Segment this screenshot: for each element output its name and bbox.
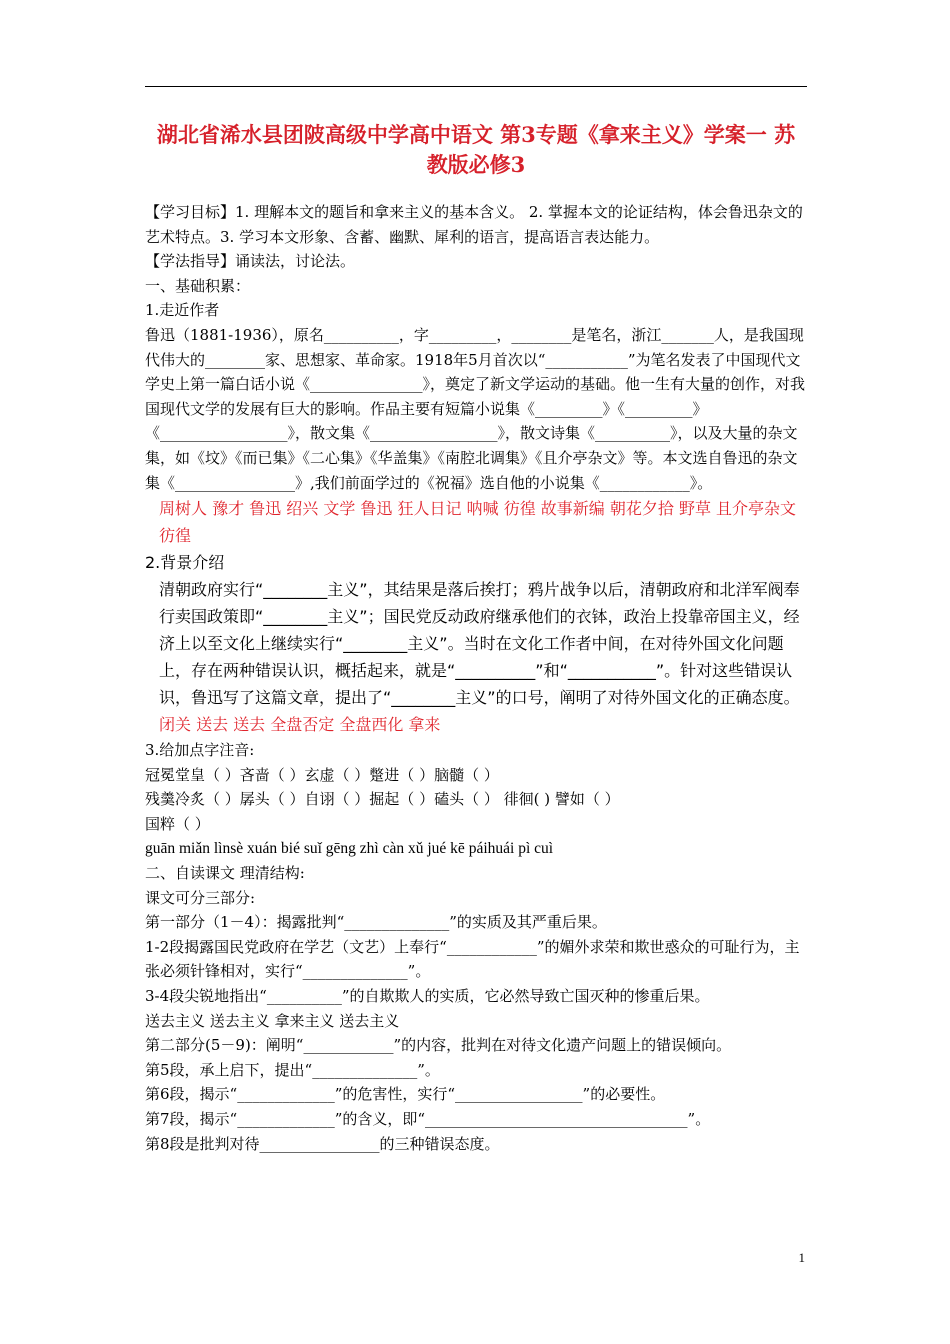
structure-intro: 课文可分三部分:: [145, 888, 256, 907]
part-2-paragraph-5: 第5段，承上启下，提出“______________”。: [145, 1060, 440, 1079]
learning-method: 【学法指导】诵读法，讨论法。: [145, 252, 356, 271]
section-1-2-heading: 2.背景介绍: [145, 553, 225, 573]
learning-goals: 【学习目标】1. 理解本文的题旨和拿来主义的基本含义。 2. 掌握本文的论证结构，体会鲁迅杂文的艺术特点。3. 学习本文形象、含蓄、幽默、犀利的语言，提高语言表达能力。: [145, 203, 803, 246]
pinyin-answers: guān miǎn lìnsè xuán bié suǐ gēng zhì càn xǔ jué kē páihuái pì cuì: [145, 839, 554, 857]
section-1-heading: 一、基础积累：: [145, 276, 251, 295]
pronunciation-line-1: 冠冕堂皇（ ）吝啬（ ）玄虚（ ）蹩进（ ）脑髓（ ）: [145, 765, 499, 784]
section-1-3-heading: 3.给加点字注音:: [145, 741, 255, 760]
answers-author: 周树人 豫才 鲁迅 绍兴 文学 鲁迅 狂人日记 呐喊 彷徨 故事新编 朝花夕拾 野草 且介亭杂文 彷徨: [159, 499, 797, 546]
part-1: 第一部分（1－4）：揭露批判“______________”的实质及其严重后果。: [145, 913, 607, 932]
part-1-paragraphs-1-2: 1-2段揭露国民党政府在学艺（文艺）上奉行“____________”的媚外求荣和欺世惑众的可耻行为，主张必须针锋相对，实行“______________”。: [145, 937, 800, 981]
author-paragraph: 鲁迅（1881-1936），原名__________，字_________，________是笔名，浙江_______人，是我国现代伟大的________家、思想家、革命家。1918年5月首次以“___________”为笔名发表了中国现代文学史上第一篇白话小说《_______________》，奠定了新文学运动的基础。他一生有大量的创作，对我国现代文学的发展有巨大的影响。作品主要有短篇小说集《_________》《_________》《_________________》，散文集《_________________》，散文诗集《__________》，以及大量的杂文集，如《坟》《而已集》《二心集》《华盖集》《南腔北调集》《且介亭杂文》等。本文选自鲁迅的杂文集《________________》,我们前面学过的《祝福》选自他的小说集《____________》。: [145, 325, 806, 492]
document-title: [145, 120, 807, 180]
header-rule: [145, 86, 807, 87]
part-1-paragraphs-3-4: 3-4段尖锐地指出“__________”的自欺欺人的实质，它必然导致亡国灭种的惨重后果。: [145, 987, 710, 1006]
part-1-answers: 送去主义 送去主义 拿来主义 送去主义: [145, 1011, 400, 1030]
pronunciation-line-3: 国粹（ ）: [145, 814, 210, 833]
document-body: [145, 200, 807, 1156]
section-2-heading: 二、自读课文 理清结构:: [145, 864, 305, 883]
part-2-paragraph-6: 第6段，揭示“_____________”的危害性，实行“_________________”的必要性。: [145, 1085, 666, 1104]
title-line-1: 湖北省浠水县团陂高级中学高中语文 第3专题《拿来主义》学案一 苏: [156, 122, 796, 147]
part-2: 第二部分(5－9)：阐明“____________”的内容，批判在对待文化遗产问题上的错误倾向。: [145, 1036, 732, 1055]
title-line-2: 教版必修3: [426, 152, 526, 177]
part-2-paragraph-8: 第8段是批判对待________________的三种错误态度。: [145, 1134, 500, 1153]
part-2-paragraph-7: 第7段，揭示“_____________”的含义，即“___________________________________”。: [145, 1110, 711, 1129]
answers-background: 闭关 送去 送去 全盘否定 全盘西化 拿来: [159, 715, 441, 735]
section-1-1-heading: 1.走近作者: [145, 301, 220, 320]
background-paragraph: 清朝政府实行“________主义”，其结果是落后挨打；鸦片战争以后，清朝政府和北洋军阀奉行卖国政策即“________主义”；国民党反动政府继承他们的衣钵，政治上投靠帝国主义，经济上以至文化上继续实行“________主义”。当时在文化工作者中间，在对待外国文化问题上，存在两种错误认识，概括起来，就是“__________”和“___________”。针对这些错误认识，鲁迅写了这篇文章，提出了“________主义”的口号，阐明了对待外国文化的正确态度。: [159, 580, 800, 708]
pronunciation-line-2: 残羹冷炙（ ）孱头（ ）自诩（ ）掘起（ ）磕头（ ） 徘徊( ) 譬如（ ）: [145, 790, 620, 809]
page-number: 1: [798, 1250, 805, 1265]
